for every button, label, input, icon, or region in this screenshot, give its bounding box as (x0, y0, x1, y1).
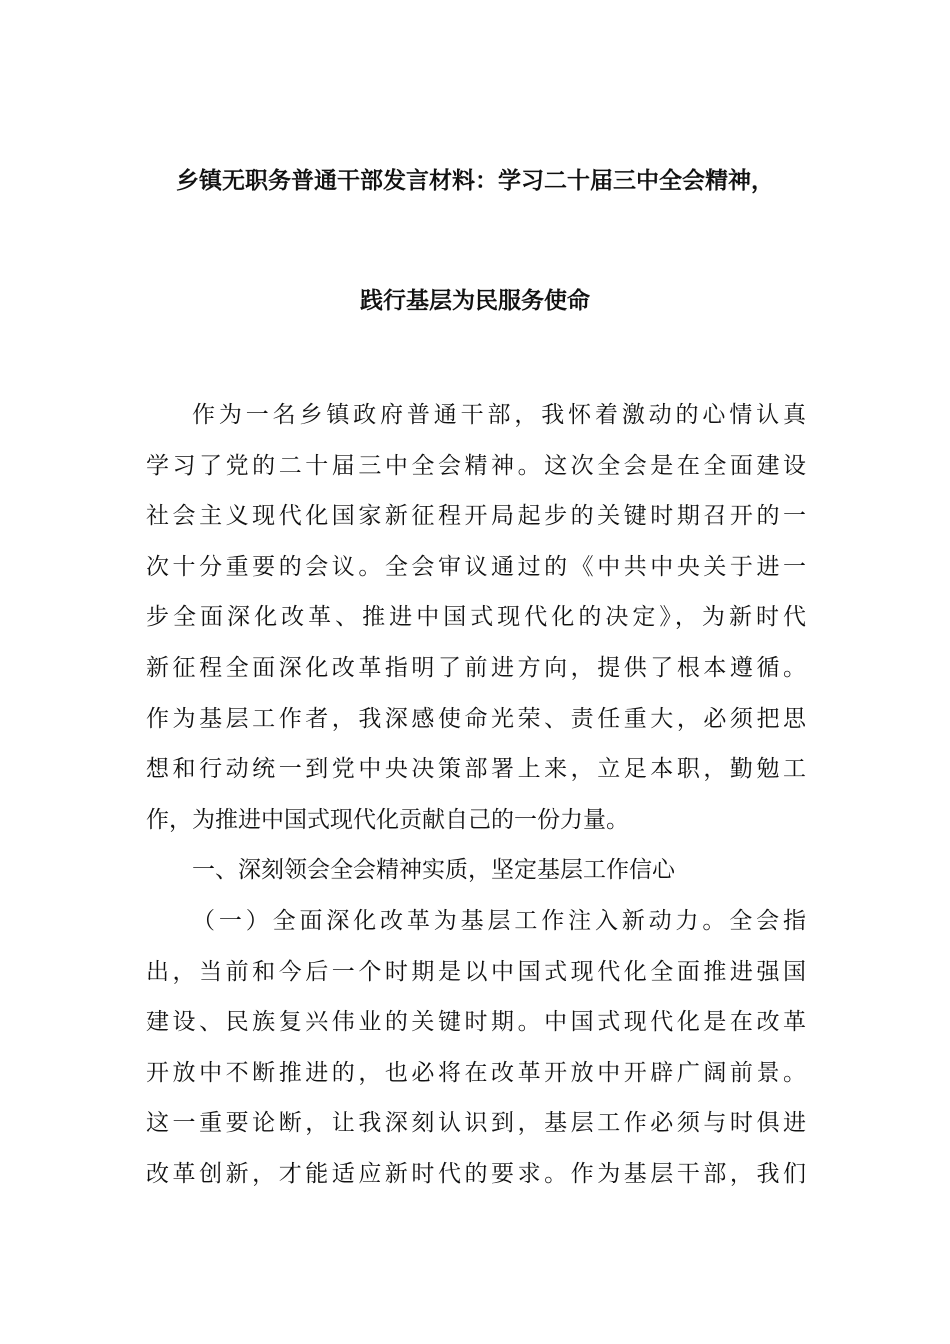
paragraph-line: 出，当前和今后一个时期是以中国式现代化全面推进强国 (146, 958, 806, 985)
paragraph-line: 步全面深化改革、推进中国式现代化的决定》，为新时代 (146, 604, 806, 631)
document-body (146, 398, 806, 1208)
paragraph-line: 开放中不断推进的，也必将在改革开放中开辟广阔前景。 (146, 1059, 806, 1086)
paragraph-line: 作，为推进中国式现代化贡献自己的一份力量。 (146, 806, 629, 833)
paragraph-line: 次十分重要的会议。全会审议通过的《中共中央关于进一 (146, 553, 806, 580)
section-heading: 一、深刻领会全会精神实质，坚定基层工作信心 (192, 857, 675, 884)
paragraph-line: 学习了党的二十届三中全会精神。这次全会是在全面建设 (146, 452, 806, 479)
paragraph-line: 新征程全面深化改革指明了前进方向，提供了根本遵循。 (146, 654, 806, 681)
paragraph-line: 想和行动统一到党中央决策部署上来，立足本职，勤勉工 (146, 756, 806, 783)
paragraph-line: 建设、民族复兴伟业的关键时期。中国式现代化是在改革 (146, 1009, 806, 1036)
paragraph-line: 改革创新，才能适应新时代的要求。作为基层干部，我们 (146, 1160, 806, 1187)
paragraph-line: 这一重要论断，让我深刻认识到，基层工作必须与时俱进 (146, 1110, 806, 1137)
document-title-line-1: 乡镇无职务普通干部发言材料：学习二十届三中全会精神， (176, 168, 774, 194)
paragraph-line: 作为基层工作者，我深感使命光荣、责任重大，必须把思 (146, 705, 806, 732)
paragraph-line: 社会主义现代化国家新征程开局起步的关键时期召开的一 (146, 503, 806, 530)
paragraph-line: 作为一名乡镇政府普通干部，我怀着激动的心情认真 (192, 402, 806, 428)
document-title-line-2: 践行基层为民服务使命 (360, 288, 590, 314)
paragraph-line: （一）全面深化改革为基层工作注入新动力。全会指 (192, 907, 806, 934)
